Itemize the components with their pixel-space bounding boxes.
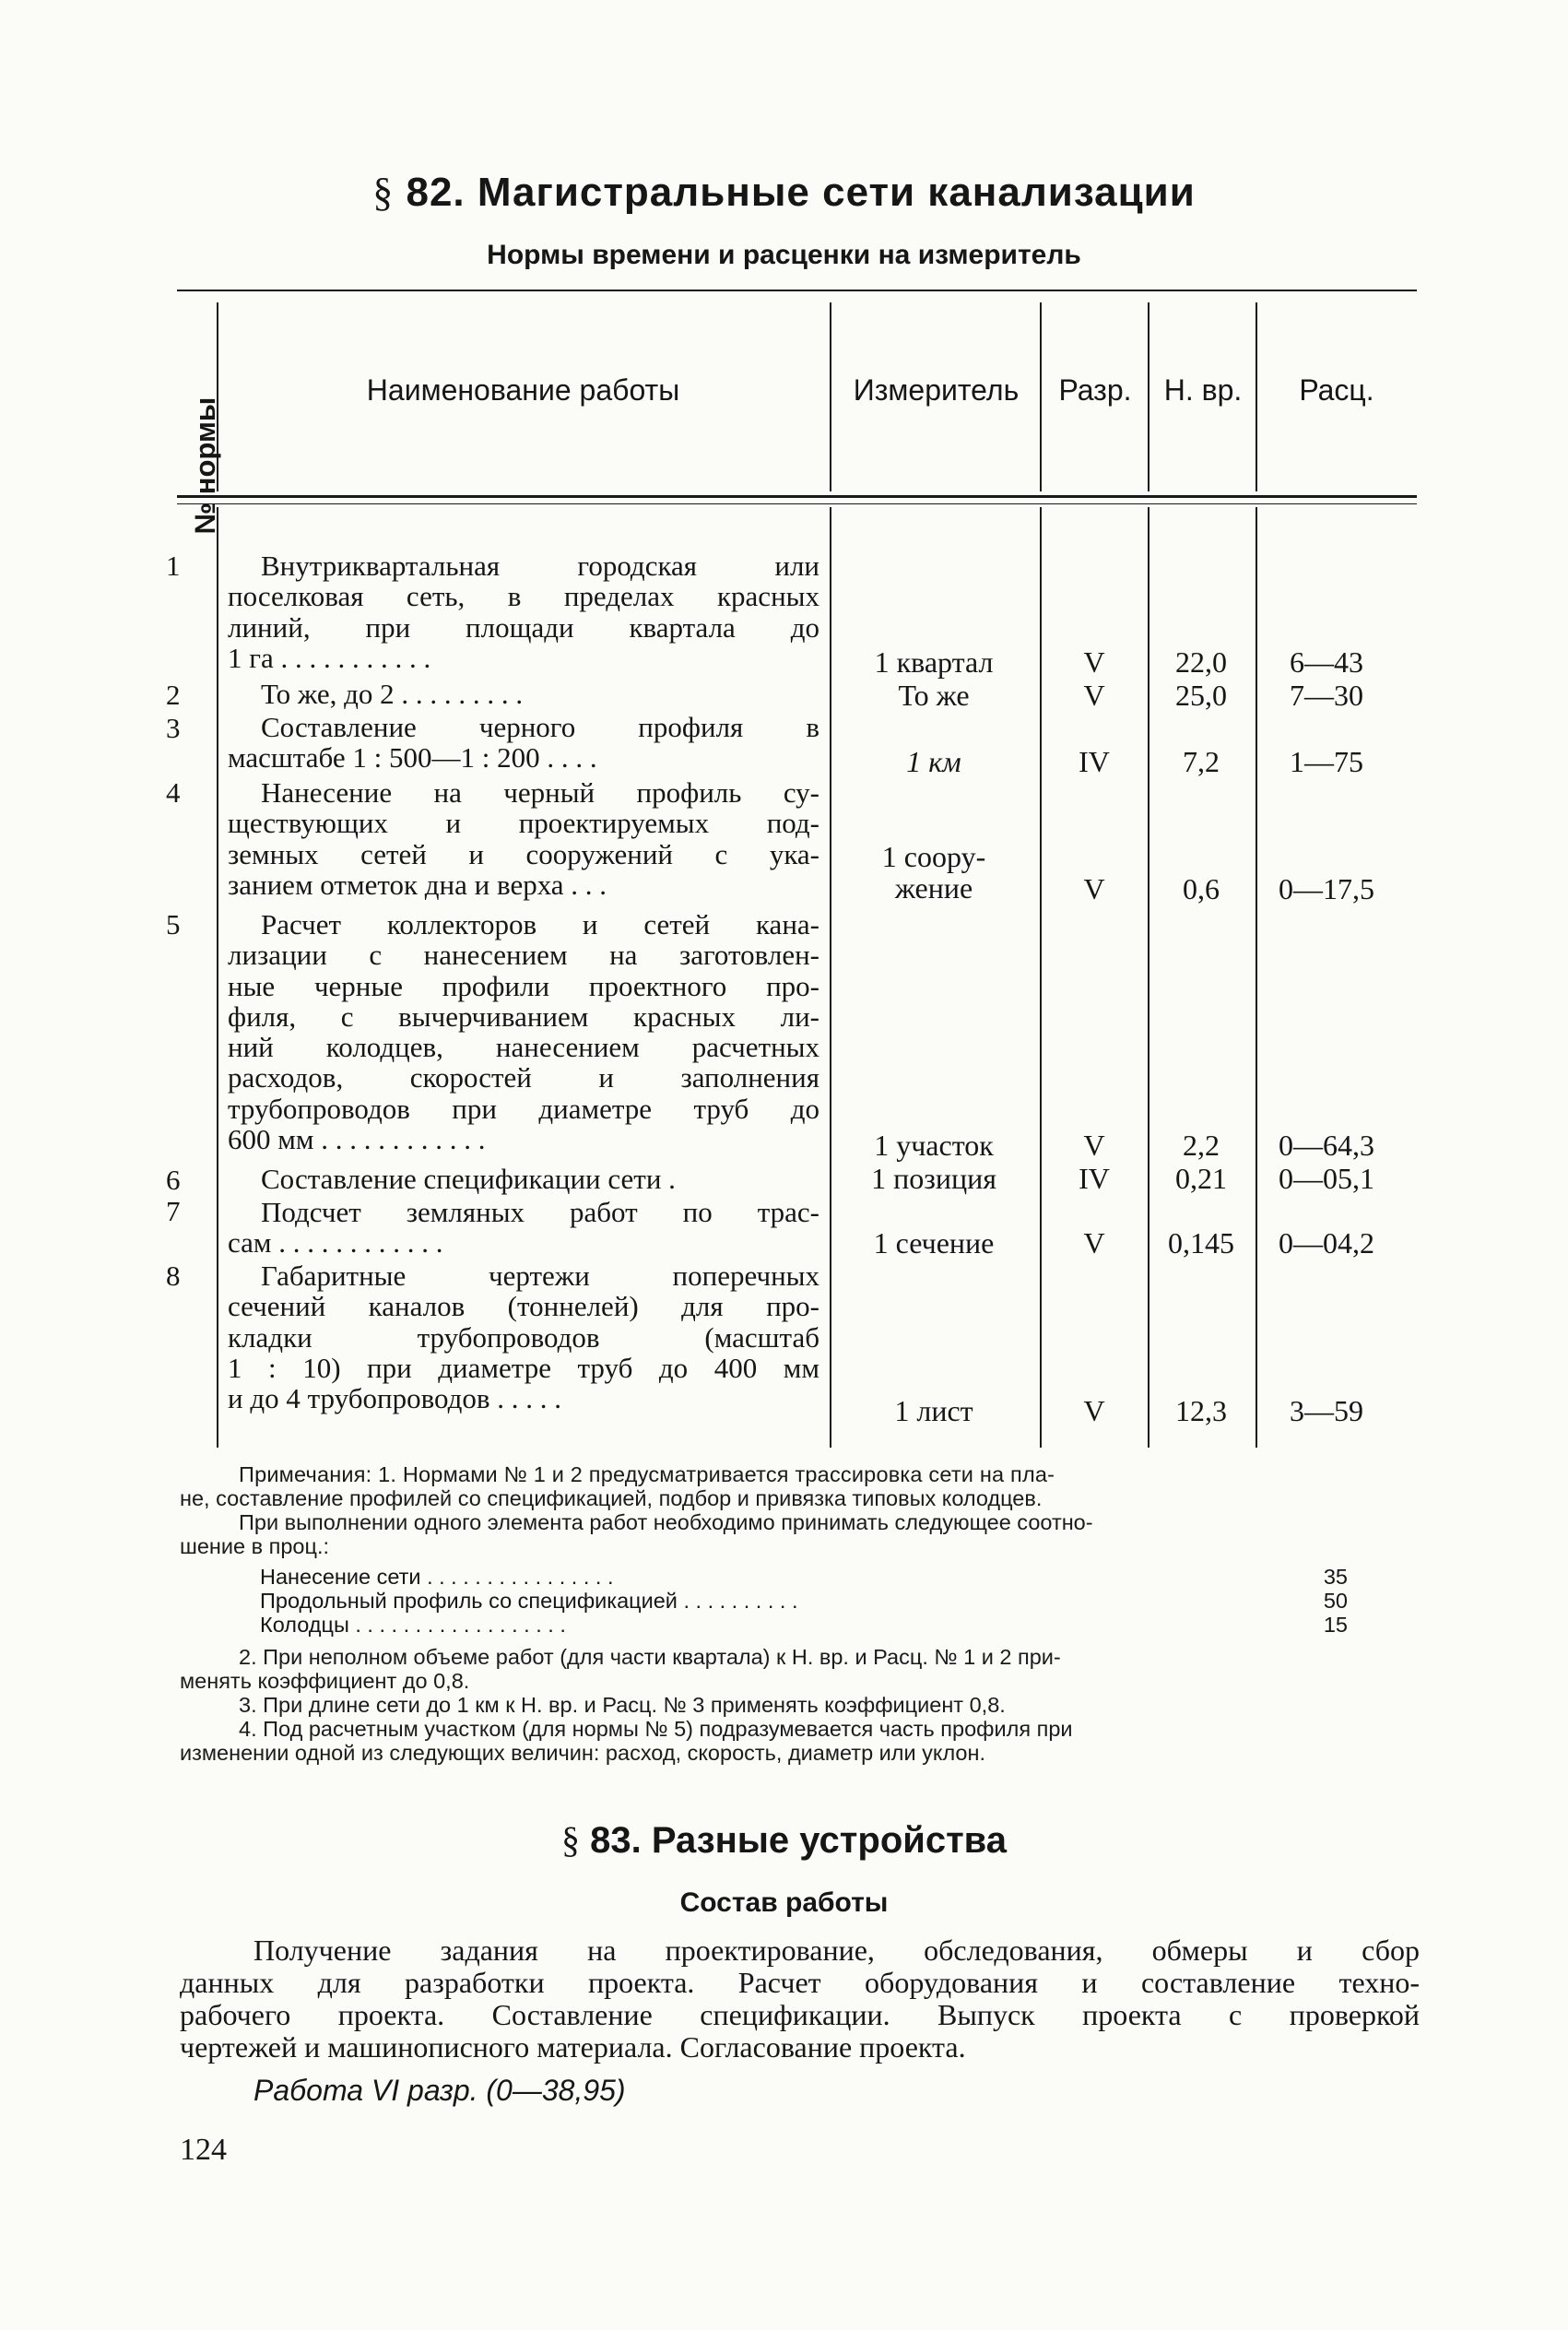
header-time-norm: Н. вр. — [1163, 373, 1243, 407]
row-7-time: 0,145 — [1168, 1226, 1234, 1260]
row-5-measure: 1 участок — [874, 1129, 994, 1162]
note-1-line-1: Примечания: 1. Нормами № 1 и 2 предусматривается трассировка сети на пла- — [239, 1462, 1055, 1486]
row-5-grade: V — [1083, 1129, 1105, 1162]
row-1-line-1: Внутриквартальная городская или — [261, 550, 819, 582]
table-header-rule — [177, 495, 1417, 498]
row-6-line-1: Составление спецификации сети . — [261, 1163, 676, 1195]
row-1-measure: 1 квартал — [874, 645, 994, 679]
row-3-time: 7,2 — [1183, 745, 1220, 778]
note-1-line-3: При выполнении одного элемента работ необходимо принимать следующее соотно- — [239, 1510, 1093, 1534]
row-4-line-2: ществующих и проектируемых под- — [228, 807, 819, 840]
header-divider-2 — [830, 302, 831, 491]
row-8-line-1: Габаритные чертежи поперечных — [261, 1260, 819, 1292]
section-83-subtitle: Состав работы — [679, 1887, 889, 1918]
header-divider-4 — [1148, 302, 1149, 491]
row-5-time: 2,2 — [1183, 1129, 1220, 1162]
header-work-name: Наименование работы — [366, 373, 680, 407]
row-5-line-3: ные черные профили проектного про- — [228, 969, 819, 1002]
row-4-number: 4 — [166, 776, 181, 809]
row-8-line-5: и до 4 трубопроводов . . . . . — [228, 1382, 562, 1415]
row-4-measure-line-1: 1 соору- — [881, 840, 986, 873]
row-6-time: 0,21 — [1175, 1162, 1227, 1195]
body-line-3: рабочего проекта. Составление спецификации. Выпуск проекта с проверкой — [180, 1998, 1420, 2031]
row-1-line-4: 1 га . . . . . . . . . . . — [228, 641, 431, 674]
row-8-line-2: сечений каналов (тоннелей) для про- — [228, 1290, 819, 1323]
body-divider-4 — [1148, 507, 1149, 1448]
row-6-rate: 0—05,1 — [1279, 1162, 1374, 1195]
row-4-rate: 0—17,5 — [1279, 872, 1374, 905]
header-norm-number-text: № нормы — [189, 396, 221, 535]
header-rate: Расц. — [1299, 373, 1374, 407]
row-3-number: 3 — [166, 712, 181, 744]
row-2-rate: 7—30 — [1290, 679, 1363, 712]
section-83-title — [0, 1818, 1568, 1862]
row-8-line-4: 1 : 10) при диаметре труб до 400 мм — [228, 1351, 819, 1384]
ratio-label-2: Продольный профиль со спецификацией . . . . . . . . . . — [260, 1589, 798, 1613]
row-1-rate: 6—43 — [1290, 645, 1363, 679]
row-1-grade: V — [1083, 645, 1105, 679]
row-1-line-2: поселковая сеть, в пределах красных — [228, 580, 819, 613]
row-4-line-3: земных сетей и сооружений с ука- — [228, 837, 819, 870]
row-7-description — [228, 1197, 819, 1259]
section-82-title — [0, 169, 1568, 216]
row-2-description — [228, 679, 819, 709]
row-8-description — [228, 1260, 819, 1413]
row-8-line-3: кладки трубопроводов (масштаб — [228, 1320, 819, 1354]
row-2-measure: То же — [898, 679, 970, 712]
row-6-number: 6 — [166, 1164, 181, 1196]
table-header-rule-2 — [177, 503, 1417, 504]
row-3-rate: 1—75 — [1290, 745, 1363, 778]
header-divider-3 — [1040, 302, 1042, 491]
header-measure: Измеритель — [853, 373, 1020, 407]
row-5-line-6: расходов, скоростей и заполнения — [228, 1061, 819, 1094]
row-5-line-4: филя, с вычерчиванием красных ли- — [228, 999, 819, 1033]
row-8-rate: 3—59 — [1290, 1394, 1363, 1427]
note-1-line-4: шение в проц.: — [180, 1534, 330, 1558]
notes-block-2 — [180, 1645, 1420, 1765]
note-3-line-1: 3. При длине сети до 1 км к Н. вр. и Расц. № 3 применять коэффициент 0,8. — [239, 1693, 1006, 1717]
row-4-time: 0,6 — [1183, 872, 1220, 905]
note-4-line-2: изменении одной из следующих величин: расход, скорость, диаметр или уклон. — [180, 1741, 986, 1765]
row-7-line-1: Подсчет земляных работ по трас- — [261, 1196, 819, 1228]
section-sign: § — [372, 170, 395, 215]
row-2-line-1: То же, до 2 . . . . . . . . . — [261, 678, 524, 710]
body-divider-3 — [1040, 507, 1042, 1448]
row-7-rate: 0—04,2 — [1279, 1226, 1374, 1260]
row-6-description — [228, 1164, 819, 1194]
row-2-grade: V — [1083, 679, 1105, 712]
row-4-measure — [828, 841, 1040, 904]
section-83-title-text: 83. Разные устройства — [590, 1820, 1007, 1861]
section-83-body — [180, 1934, 1420, 2064]
row-5-line-1: Расчет коллекторов и сетей кана- — [261, 908, 819, 940]
row-4-line-1: Нанесение на черный профиль су- — [261, 776, 819, 809]
note-1-line-2: не, составление профилей со спецификацией, подбор и привязка типовых колодцев. — [180, 1486, 1043, 1510]
ratio-label-1: Нанесение сети . . . . . . . . . . . . . . . . — [260, 1565, 614, 1589]
row-1-description — [228, 550, 819, 673]
note-2-line-1: 2. При неполном объеме работ (для части квартала) к Н. вр. и Расц. № 1 и 2 при- — [239, 1645, 1061, 1669]
ratio-value-3: 15 — [1323, 1613, 1348, 1637]
body-divider-1 — [217, 507, 218, 1448]
row-1-number: 1 — [166, 550, 181, 582]
row-3-line-1: Составление черного профиля в — [261, 711, 819, 743]
note-4-line-1: 4. Под расчетным участком (для нормы № 5) подразумевается часть профиля при — [239, 1717, 1073, 1741]
notes-block — [180, 1462, 1420, 1558]
row-3-line-2: масштабе 1 : 500—1 : 200 . . . . — [228, 741, 597, 775]
body-line-2: данных для разработки проекта. Расчет оборудования и составление техно- — [180, 1966, 1420, 1999]
ratio-value-2: 50 — [1323, 1589, 1348, 1613]
row-7-number: 7 — [166, 1195, 181, 1227]
section-83-sign: § — [561, 1819, 580, 1861]
table-top-rule — [177, 290, 1417, 291]
row-5-line-7: трубопроводов при диаметре труб до — [228, 1092, 819, 1125]
header-norm-number — [189, 396, 221, 535]
ratio-label-3: Колодцы . . . . . . . . . . . . . . . . . . — [260, 1613, 566, 1637]
body-line-1: Получение задания на проектирование, обследования, обмеры и сбор — [253, 1934, 1420, 1967]
row-5-line-2: лизации с нанесением на заготовлен- — [228, 939, 819, 972]
row-5-description — [228, 909, 819, 1154]
row-5-line-5: ний колодцев, нанесением расчетных — [228, 1031, 819, 1064]
row-1-line-3: линий, при площади квартала до — [228, 610, 819, 644]
section-82-subtitle: Нормы времени и расценки на измеритель — [487, 240, 1081, 270]
page-number: 124 — [180, 2133, 227, 2167]
header-divider-5 — [1256, 302, 1257, 491]
row-7-grade: V — [1083, 1226, 1105, 1260]
row-1-time: 22,0 — [1175, 645, 1227, 679]
ratio-value-1: 35 — [1323, 1565, 1348, 1589]
section-82-title-text: 82. Магистральные сети канализации — [406, 170, 1196, 215]
row-4-line-4: занием отметок дна и верха . . . — [228, 868, 607, 901]
row-5-rate: 0—64,3 — [1279, 1129, 1374, 1162]
row-3-grade: IV — [1079, 745, 1110, 778]
row-8-time: 12,3 — [1175, 1394, 1227, 1427]
note-2-line-2: менять коэффициент до 0,8. — [180, 1669, 470, 1693]
body-line-4: чертежей и машинописного материала. Согласование проекта. — [180, 2030, 966, 2064]
work-grade-line: Работа VI разр. (0—38,95) — [253, 2074, 626, 2107]
row-2-number: 2 — [166, 679, 181, 711]
row-8-number: 8 — [166, 1260, 181, 1292]
row-2-time: 25,0 — [1175, 679, 1227, 712]
row-3-description — [228, 712, 819, 774]
row-8-measure: 1 лист — [894, 1394, 973, 1427]
row-7-line-2: сам . . . . . . . . . . . . — [228, 1226, 443, 1260]
row-5-number: 5 — [166, 908, 181, 940]
row-3-measure: 1 км — [906, 745, 961, 778]
row-4-grade: V — [1083, 872, 1105, 905]
row-6-measure: 1 позиция — [871, 1162, 996, 1195]
row-6-grade: IV — [1079, 1162, 1110, 1195]
row-5-line-8: 600 мм . . . . . . . . . . . . — [228, 1123, 486, 1156]
row-7-measure: 1 сечение — [873, 1226, 995, 1260]
row-4-description — [228, 777, 819, 900]
row-8-grade: V — [1083, 1394, 1105, 1427]
row-4-measure-line-2: жение — [894, 871, 973, 905]
header-grade: Разр. — [1058, 373, 1132, 407]
